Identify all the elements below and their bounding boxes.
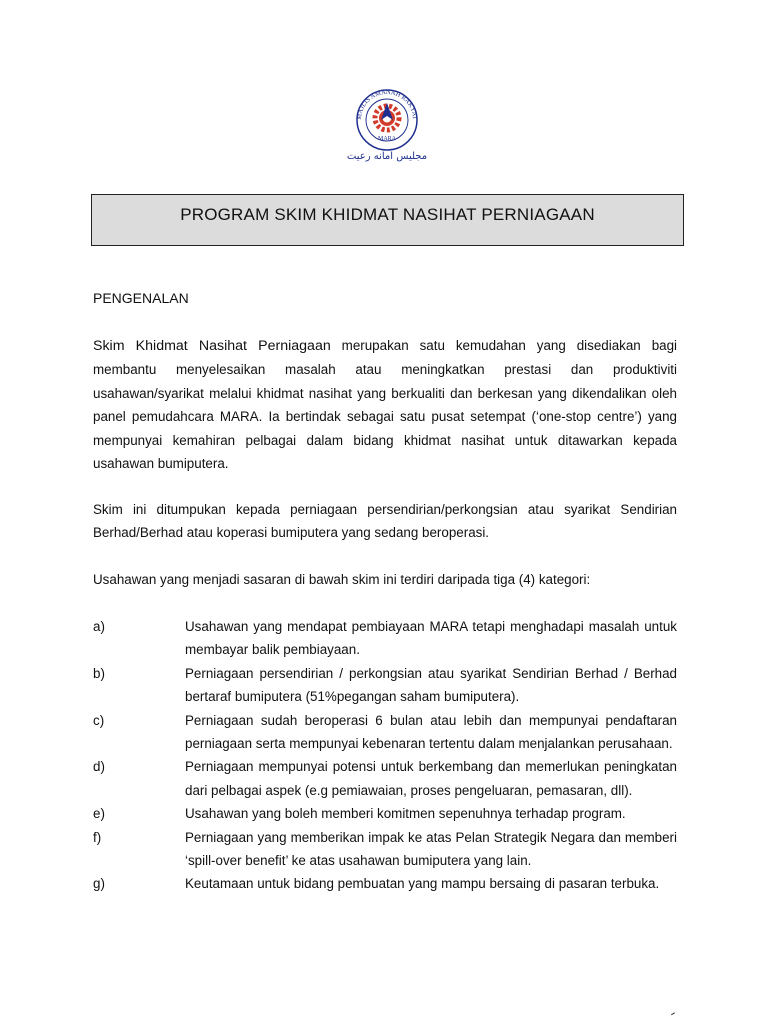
list-item — [93, 709, 677, 756]
list-item — [93, 755, 677, 802]
mara-emblem — [343, 86, 431, 164]
logo-jawi-script: مجليس امانه رعيت — [346, 151, 428, 162]
paragraph-introduction-body: merupakan satu kemudahan yang disediakan bagi membantu menyelesaikan masalah atau meningkatkan prestasi dan produktiviti usahawan/syarikat melalui khidmat nasihat yang berkualiti dan berkesan yang dikendalikan oleh panel pemudahcara MARA. Ia bertindak sebagai satu pusat setempat (‘one-stop centre’) yang mempunyai kemahiran pelbagai dalam bidang khidmat nasihat untuk ditawarkan kepada usahawan bumiputera. — [93, 338, 678, 472]
list-item-text: Perniagaan yang memberikan impak ke atas Pelan Strategik Negara dan memberi ‘spill-over benefit’ ke atas usahawan bumiputera yang lain. — [185, 829, 677, 869]
section-heading-introduction: PENGENALAN — [93, 290, 189, 306]
list-marker: b) — [93, 665, 105, 681]
paragraph-target-categories: Usahawan yang menjadi sasaran di bawah skim ini terdiri daripada tiga (4) kategori: — [93, 572, 591, 587]
logo-acronym: MARA — [377, 136, 397, 142]
list-marker: a) — [93, 619, 105, 634]
list-item-text: Perniagaan persendirian / perkongsian atau syarikat Sendirian Berhad / Berhad bertaraf bumiputera (51%pegangan saham bumiputera). — [185, 665, 677, 705]
list-item-text: Usahawan yang mendapat pembiayaan MARA tetapi menghadapi masalah untuk membayar balik pembiayaan. — [185, 619, 677, 658]
page-title: PROGRAM SKIM KHIDMAT NASIHAT PERNIAGAAN — [180, 205, 595, 224]
page-corner-mark — [671, 1012, 677, 1018]
list-marker: d) — [93, 759, 105, 775]
list-marker: f) — [93, 829, 102, 845]
list-item-text: Keutamaan untuk bidang pembuatan yang mampu bersaing di pasaran terbuka. — [185, 876, 660, 892]
paragraph-introduction — [93, 334, 677, 475]
list-marker: c) — [93, 712, 105, 728]
scheme-name: Skim Khidmat Nasihat Perniagaan — [93, 338, 331, 354]
logo-ring-text: MAJLIS AMANAH RAKYAT — [355, 88, 419, 121]
list-item-text: Perniagaan sudah beroperasi 6 bulan atau lebih dan mempunyai pendaftaran perniagaan serta mempunyai kebenaran tertentu dalam menjalankan perusahaan. — [185, 712, 677, 752]
list-item — [93, 662, 677, 709]
list-item — [93, 802, 677, 825]
list-item — [93, 615, 677, 662]
list-item-text: Perniagaan mempunyai potensi untuk berkembang dan memerlukan peningkatan dari pelbagai aspek (e.g pemiawaian, proses pengeluaran, pemasaran, dll). — [185, 759, 677, 798]
list-marker: g) — [93, 876, 105, 892]
list-item-text: Usahawan yang boleh memberi komitmen sepenuhnya terhadap program. — [185, 806, 626, 822]
title-box — [91, 194, 684, 246]
list-marker: e) — [93, 806, 105, 822]
criteria-list — [93, 615, 677, 896]
mara-logo — [343, 86, 431, 164]
paragraph-target-business: Skim ini ditumpukan kepada perniagaan persendirian/perkongsian atau syarikat Sendirian Berhad/Berhad atau koperasi bumiputera yang sedang beroperasi. — [93, 502, 677, 541]
list-item — [93, 826, 677, 873]
list-item — [93, 872, 677, 895]
